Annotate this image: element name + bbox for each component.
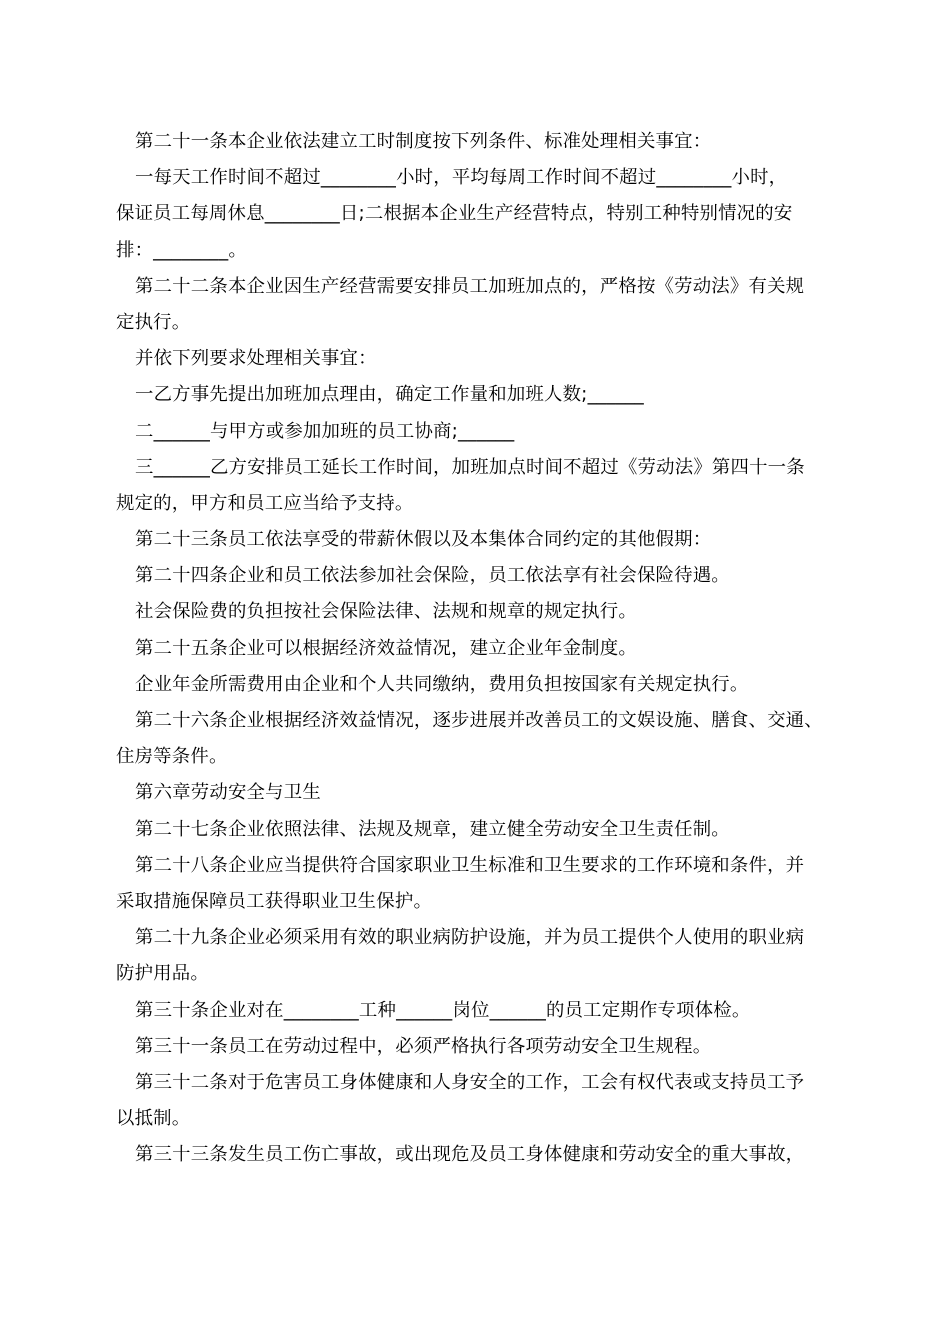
text-line: 二______与甲方或参加加班的员工协商;______: [135, 420, 515, 442]
text-line: 第二十七条企业依照法律、法规及规章，建立健全劳动安全卫生责任制。: [135, 818, 730, 840]
text-line: 第二十二条本企业因生产经营需要安排员工加班加点的，严格按《劳动法》有关规: [135, 275, 805, 297]
text-line: 第二十六条企业根据经济效益情况，逐步进展并改善员工的文娱设施、膳食、交通、: [135, 710, 823, 731]
text-line: 第三十二条对于危害员工身体健康和人身安全的工作，工会有权代表或支持员工予: [135, 1071, 805, 1093]
text-line: 第二十五条企业可以根据经济效益情况，建立企业年金制度。: [135, 637, 637, 659]
document-body: [116, 124, 856, 1173]
chapter-heading: 第六章劳动安全与卫生: [135, 782, 321, 804]
text-line: 采取措施保障员工获得职业卫生保护。: [116, 890, 433, 912]
text-line: 以抵制。: [116, 1108, 191, 1130]
text-line: 第二十四条企业和员工依法参加社会保险，员工依法享有社会保险待遇。: [135, 565, 730, 587]
text-line: 第二十八条企业应当提供符合国家职业卫生标准和卫生要求的工作环境和条件，并: [135, 854, 805, 876]
text-line: 排：________。: [116, 239, 247, 261]
text-line: 并依下列要求处理相关事宜：: [135, 348, 377, 370]
text-line: 社会保险费的负担按社会保险法律、法规和规章的规定执行。: [135, 601, 637, 623]
text-line: 保证员工每周休息________日;二根据本企业生产经营特点，特别工种特别情况的安: [116, 203, 793, 225]
text-line: 定执行。: [116, 311, 191, 333]
text-line: 防护用品。: [116, 963, 209, 985]
text-line: 第二十三条员工依法享受的带薪休假以及本集体合同约定的其他假期：: [135, 529, 712, 551]
text-line: 住房等条件。: [116, 746, 228, 768]
text-line: 第二十一条本企业依法建立工时制度按下列条件、标准处理相关事宜：: [135, 131, 712, 152]
text-line: 第三十一条员工在劳动过程中，必须严格执行各项劳动安全卫生规程。: [135, 1035, 712, 1057]
text-line: 规定的，甲方和员工应当给予支持。: [116, 492, 414, 514]
text-line: 企业年金所需费用由企业和个人共同缴纳，费用负担按国家有关规定执行。: [135, 673, 749, 695]
text-line: 一乙方事先提出加班加点理由，确定工作量和加班人数;______: [135, 384, 644, 406]
text-line: 第三十条企业对在________工种______岗位______的员工定期作专项体检。: [135, 999, 751, 1021]
text-line: 一每天工作时间不超过________小时，平均每周工作时间不超过________小时，: [135, 167, 788, 189]
text-line: 三______乙方安排员工延长工作时间，加班加点时间不超过《劳动法》第四十一条: [135, 456, 805, 478]
text-line: 第二十九条企业必须采用有效的职业病防护设施，并为员工提供个人使用的职业病: [135, 927, 805, 949]
text-line: 第三十三条发生员工伤亡事故，或出现危及员工身体健康和劳动安全的重大事故，: [135, 1144, 805, 1166]
